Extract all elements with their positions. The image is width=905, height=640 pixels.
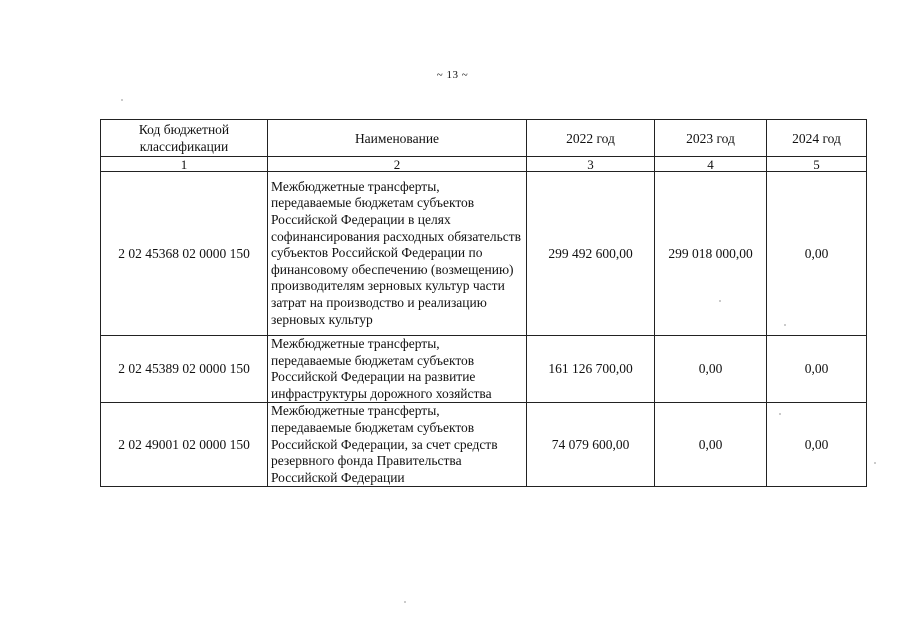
budget-code-cell: 2 02 45368 02 0000 150 xyxy=(101,172,268,336)
amount-2022-cell: 299 492 600,00 xyxy=(527,172,655,336)
budget-code-cell: 2 02 45389 02 0000 150 xyxy=(101,336,268,403)
amount-2023-cell: 299 018 000,00 xyxy=(655,172,767,336)
table-row xyxy=(101,403,867,487)
table-row xyxy=(101,172,867,336)
header-2024: 2024 год xyxy=(767,120,867,157)
name-cell: Межбюджетные трансферты, передаваемые бюджетам субъектов Российской Федерации в целях софинансирования расходных обязательств субъектов Российской Федерации по финансовому обеспечению (возмещению) производителям зерновых культур части затрат на производство и реализацию зерновых культур xyxy=(268,172,527,336)
amount-2022-cell: 161 126 700,00 xyxy=(527,336,655,403)
column-number-row xyxy=(101,157,867,172)
column-number: 3 xyxy=(527,157,655,172)
header-name: Наименование xyxy=(268,120,527,157)
amount-2023-cell: 0,00 xyxy=(655,336,767,403)
scan-speck xyxy=(121,99,123,101)
scan-speck xyxy=(719,300,721,302)
scan-speck xyxy=(779,413,781,415)
scan-speck xyxy=(874,462,876,464)
amount-2023-cell: 0,00 xyxy=(655,403,767,487)
amount-2024-cell: 0,00 xyxy=(767,403,867,487)
scan-speck xyxy=(784,324,786,326)
table-row xyxy=(101,336,867,403)
table-header-row xyxy=(101,120,867,157)
column-number: 4 xyxy=(655,157,767,172)
header-2023: 2023 год xyxy=(655,120,767,157)
budget-code-cell: 2 02 49001 02 0000 150 xyxy=(101,403,268,487)
header-2022: 2022 год xyxy=(527,120,655,157)
name-cell: Межбюджетные трансферты, передаваемые бюджетам субъектов Российской Федерации, за счет средств резервного фонда Правительства Российской Федерации xyxy=(268,403,527,487)
amount-2022-cell: 74 079 600,00 xyxy=(527,403,655,487)
scan-speck xyxy=(404,601,406,603)
page-number: ~ 13 ~ xyxy=(436,69,469,81)
column-number: 1 xyxy=(101,157,268,172)
budget-table xyxy=(100,119,867,487)
header-code: Код бюджетной классификации xyxy=(101,120,268,157)
amount-2024-cell: 0,00 xyxy=(767,172,867,336)
column-number: 2 xyxy=(268,157,527,172)
amount-2024-cell: 0,00 xyxy=(767,336,867,403)
column-number: 5 xyxy=(767,157,867,172)
name-cell: Межбюджетные трансферты, передаваемые бюджетам субъектов Российской Федерации на развитие инфраструктуры дорожного хозяйства xyxy=(268,336,527,403)
